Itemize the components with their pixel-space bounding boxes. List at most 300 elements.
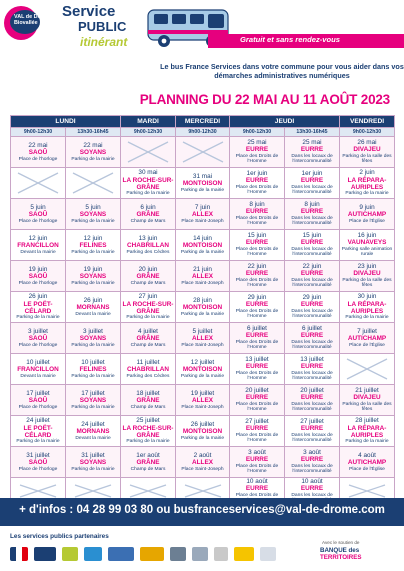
visit-cell [230, 168, 285, 199]
visit-cell [121, 292, 176, 323]
visit-cell [176, 323, 230, 354]
brand-line2: PUBLIC [78, 19, 127, 34]
visit-town: LA ROCHE-SUR-GRÂNE [122, 176, 174, 191]
visit-date: 5 juin [30, 203, 46, 211]
visit-place: Parking de la mairie [71, 373, 115, 379]
visit-cell [11, 230, 66, 261]
visit-town: EURRE [245, 239, 269, 247]
visit-cell [121, 323, 176, 354]
visit-date: 25 juillet [136, 417, 160, 425]
visit-date: 22 juin [302, 263, 322, 270]
visit-town: LA RÉPARA-AURIPLES [347, 300, 387, 315]
visit-town: EURRE [245, 270, 269, 278]
slot-header: 9h00-12h30 [121, 128, 176, 137]
visit-date: 3 juillet [28, 327, 48, 335]
visit-town: EURRE [300, 363, 324, 371]
visit-date: 8 juin [249, 201, 265, 208]
visit-cell [66, 323, 121, 354]
visit-cell [176, 292, 230, 323]
visit-place: Place des Droits de l'Homme [235, 246, 279, 258]
visit-place: Parking des Cèdres [126, 373, 170, 379]
pole-emploi-logo [34, 547, 56, 561]
visit-town: AUTICHAMP [347, 335, 387, 343]
visit-town: SAOÛ [28, 273, 48, 281]
visit-cell [285, 447, 340, 478]
visit-place: Place de l'horloge [18, 156, 58, 162]
assurance-retraite-logo [140, 547, 164, 561]
visit-place: Champ de Mars [130, 280, 166, 286]
visit-place: Champ de Mars [130, 466, 166, 472]
visit-town: EURRE [300, 239, 324, 247]
visit-date: 22 juin [247, 263, 267, 270]
visit-cell [121, 168, 176, 199]
visit-town: EURRE [245, 332, 269, 340]
visit-place: Place des Droits de l'Homme [235, 463, 279, 475]
visit-date: 21 juin [193, 265, 212, 273]
visit-date: 15 juin [247, 232, 267, 239]
visit-date: 25 mai [247, 139, 267, 146]
visit-cell [230, 323, 285, 354]
no-visit-cell [176, 137, 230, 168]
planning-row [11, 447, 395, 478]
visit-place: Champ de Mars [130, 218, 166, 224]
visit-cell [11, 137, 66, 168]
visit-town: VAUNAVEYS [347, 239, 387, 247]
visit-date: 27 juillet [300, 418, 324, 425]
visit-cell [176, 354, 230, 385]
visit-date: 26 juin [83, 296, 103, 304]
visit-place: Dans les locaux de l'intercommunalité [291, 401, 333, 413]
caf-logo [84, 547, 102, 561]
prefecture-logo [260, 547, 276, 561]
visit-town: CHABRILLAN [127, 366, 169, 374]
visit-date: 31 juillet [26, 451, 50, 459]
visit-town: DIVAJEU [353, 394, 381, 402]
cross-icon [345, 357, 389, 381]
visit-date: 6 juillet [247, 325, 267, 332]
visit-cell [285, 168, 340, 199]
sponsor-line2: TERRITOIRES [320, 554, 362, 561]
visit-town: SOYANS [79, 459, 107, 467]
visit-cell [285, 385, 340, 416]
visit-cell [285, 230, 340, 261]
visit-cell [230, 261, 285, 292]
visit-place: Parking de la salle des fêtes [342, 277, 392, 289]
visit-town: EURRE [245, 363, 269, 371]
visit-cell [66, 292, 121, 323]
visit-place: Parking de la mairie [126, 191, 170, 197]
visit-cell [121, 354, 176, 385]
visit-town: ALLEX [192, 211, 213, 219]
visit-town: SAOÛ [28, 335, 48, 343]
visit-place: Dans les locaux de l'intercommunalité [291, 184, 333, 196]
visit-date: 2 juin [359, 169, 375, 177]
planning-row [11, 354, 395, 385]
visit-town: FELINES [79, 242, 107, 250]
visit-cell [66, 199, 121, 230]
visit-place: Devant la mairie [75, 435, 111, 441]
visit-town: FRANCILLON [17, 242, 59, 250]
visit-town: AUTICHAMP [347, 211, 387, 219]
visit-place: Dans les locaux de l'intercommunalité [291, 277, 333, 289]
visit-date: 2 août [193, 451, 212, 459]
visit-town: MONTOISON [182, 304, 223, 312]
visit-date: 26 mai [357, 139, 377, 146]
visit-cell [176, 385, 230, 416]
visit-date: 30 mai [138, 169, 158, 177]
visit-place: Dans les locaux de [291, 492, 333, 498]
visit-date: 20 juillet [300, 387, 324, 394]
visit-town: MONTOISON [182, 180, 223, 188]
visit-place: Place des Droits de l'Homme [235, 339, 279, 351]
visit-date: 5 juin [85, 203, 101, 211]
visit-cell [176, 230, 230, 261]
visit-town: LA ROCHE-SUR-GRÂNE [122, 424, 174, 439]
visit-cell [121, 230, 176, 261]
no-visit-cell [66, 168, 121, 199]
visit-date: 23 juin [357, 263, 377, 270]
visit-date: 7 juin [194, 203, 211, 211]
visit-place: Place Saint-Joseph [181, 218, 224, 224]
visit-date: 30 juin [357, 293, 377, 301]
visit-town: EURRE [300, 177, 324, 185]
cross-icon [16, 171, 60, 195]
visit-town: MONTOISON [182, 428, 223, 436]
visit-date: 28 juin [193, 296, 212, 304]
visit-cell [121, 416, 176, 447]
visit-date: 26 juin [28, 293, 48, 301]
visit-date: 20 juin [138, 265, 158, 273]
visit-cell [66, 416, 121, 447]
visit-date: 21 juillet [355, 387, 379, 394]
visit-cell [66, 447, 121, 478]
visit-date: 1er août [136, 451, 160, 459]
visit-date: 17 juillet [26, 389, 50, 397]
visit-place: Dans les locaux de l'intercommunalité [291, 432, 333, 444]
planning-row [11, 137, 395, 168]
visit-town: SAOÛ [28, 149, 48, 157]
visit-place: Dans les locaux de l'intercommunalité [291, 308, 333, 320]
visit-date: 26 juillet [190, 420, 215, 428]
visit-town: EURRE [300, 425, 324, 433]
visit-town: EURRE [300, 394, 324, 402]
visit-town: ALLEX [192, 273, 213, 281]
visit-cell [230, 447, 285, 478]
visit-town: SOYANS [79, 335, 107, 343]
visit-place: Parking de la mairie [180, 187, 225, 193]
visit-place: Place des Droits de l'Homme [235, 370, 279, 382]
visit-town: DIVAJEU [353, 146, 381, 154]
visit-cell [11, 416, 66, 447]
visit-place: Parking de la mairie [16, 439, 60, 445]
visit-date: 22 mai [83, 141, 103, 149]
visit-date: 24 juillet [26, 417, 50, 425]
visit-date: 17 juillet [81, 389, 105, 397]
visit-cell [11, 323, 66, 354]
visit-cell [11, 261, 66, 292]
visit-date: 10 août [246, 478, 268, 485]
visit-cell [230, 385, 285, 416]
partner-logos [10, 543, 310, 565]
visit-place: Parking de la mairie [180, 311, 225, 317]
visit-place: Parking de la salle des fêtes [342, 153, 392, 165]
visit-place: Place de l'Église [349, 466, 385, 472]
visit-place: Champ de Mars [130, 404, 166, 410]
visit-town: ALLEX [192, 335, 213, 343]
cross-icon [71, 171, 115, 195]
visit-date: 8 juin [304, 201, 320, 208]
visit-place: Place des Droits de l'Homme [235, 432, 279, 444]
visit-town: GRÂNE [136, 273, 160, 281]
visit-place: Dans les locaux de l'intercommunalité [291, 215, 333, 227]
visit-cell [11, 199, 66, 230]
visit-date: 14 juin [193, 234, 212, 242]
visit-town: EURRE [245, 146, 269, 154]
visit-cell [66, 137, 121, 168]
visit-town: EURRE [245, 208, 269, 216]
visit-place: Dans les locaux de l'intercommunalité [291, 463, 333, 475]
visit-date: 3 août [248, 449, 266, 456]
visit-cell [121, 447, 176, 478]
visit-date: 15 juin [302, 232, 322, 239]
impots-logo [170, 547, 186, 561]
visit-cell [285, 199, 340, 230]
visit-town: EURRE [245, 485, 269, 493]
visit-town: EURRE [300, 332, 324, 340]
visit-date: 24 juillet [81, 420, 105, 428]
visit-date: 10 juillet [81, 358, 105, 366]
visit-date: 31 mai [192, 172, 213, 180]
logo-text: VAL de Drôme en Biovallée [14, 14, 59, 26]
visit-date: 13 juin [138, 234, 158, 242]
visit-cell [176, 199, 230, 230]
day-header: VENDREDI [340, 116, 395, 128]
france-services-logo [214, 547, 228, 561]
cross-icon [73, 483, 113, 499]
visit-town: EURRE [300, 485, 324, 493]
planning-row [11, 168, 395, 199]
visit-cell [340, 199, 395, 230]
visit-town: SAOÛ [28, 459, 48, 467]
visit-cell [176, 416, 230, 447]
msa-logo [62, 547, 78, 561]
visit-place: Place Saint-Joseph [181, 342, 224, 348]
header [0, 0, 404, 92]
visit-date: 12 juin [28, 234, 48, 242]
free-banner-text: Gratuit et sans rendez-vous [240, 35, 341, 44]
visit-town: SOYANS [79, 397, 107, 405]
visit-place: Parking de la mairie [71, 249, 115, 255]
visit-place: Parking de la mairie [180, 373, 225, 379]
planning-row [11, 199, 395, 230]
visit-date: 18 juillet [136, 389, 160, 397]
visit-date: 11 juillet [136, 358, 160, 366]
visit-town: EURRE [300, 270, 324, 278]
visit-place: Parking de la mairie [71, 218, 115, 224]
visit-cell [340, 416, 395, 447]
visit-place: Devant la mairie [20, 249, 56, 255]
visit-cell [285, 137, 340, 168]
intro-text: Le bus France Services dans votre commune pour vous aider dans vos démarches administratives numériques [160, 62, 404, 80]
partners-title: Les services publics partenaires [10, 533, 109, 540]
val-de-drome-logo [4, 6, 59, 40]
day-header: JEUDI [230, 116, 340, 128]
visit-town: EURRE [245, 301, 269, 309]
visit-cell [285, 261, 340, 292]
visit-town: GRÂNE [136, 335, 160, 343]
planning-table [10, 115, 394, 505]
cross-icon [181, 140, 225, 164]
no-visit-cell [121, 137, 176, 168]
visit-place: Champ de Mars [130, 342, 166, 348]
visit-date: 12 juin [83, 234, 103, 242]
republique-francaise-logo [10, 547, 28, 561]
visit-town: MORNANS [76, 428, 110, 436]
visit-place: Place des Droits de l'Homme [235, 277, 279, 289]
visit-cell [230, 230, 285, 261]
visit-town: SAOÛ [28, 211, 48, 219]
slot-header: 9h00-12h30 [11, 128, 66, 137]
visit-cell [285, 416, 340, 447]
cross-icon [126, 140, 170, 164]
visit-town: CHABRILLAN [127, 242, 169, 250]
brand-tag: itinérant [80, 35, 128, 49]
visit-place: Parking de la mairie [16, 315, 60, 321]
visit-cell [66, 230, 121, 261]
visit-place: Place de l'horloge [18, 342, 58, 348]
visit-place: Devant la mairie [20, 373, 56, 379]
visit-date: 16 juin [357, 232, 377, 239]
visit-town: FELINES [79, 366, 107, 374]
visit-cell [285, 354, 340, 385]
visit-town: SAOÛ [28, 397, 48, 405]
visit-cell [176, 447, 230, 478]
visit-cell [340, 385, 395, 416]
sponsor-line1: BANQUE des [320, 547, 360, 554]
visit-town: MORNANS [76, 304, 110, 312]
visit-place: Parking de la mairie [71, 156, 115, 162]
la-poste-logo [234, 547, 254, 561]
visit-cell [176, 261, 230, 292]
visit-date: 25 mai [302, 139, 322, 146]
visit-cell [340, 137, 395, 168]
visit-date: 1er juin [301, 170, 323, 177]
visit-cell [66, 261, 121, 292]
day-header: LUNDI [11, 116, 121, 128]
cross-icon [128, 483, 168, 499]
planning-body [11, 137, 395, 505]
visit-place: Place de l'horloge [18, 404, 58, 410]
visit-place: Place Saint-Joseph [181, 280, 224, 286]
planning-row [11, 292, 395, 323]
visit-place: Parking de la mairie [345, 439, 389, 445]
visit-place: Place de l'Église [349, 218, 385, 224]
visit-date: 27 juillet [245, 418, 269, 425]
visit-town: ALLEX [192, 397, 213, 405]
visit-cell [176, 168, 230, 199]
assurance-maladie-logo [108, 547, 134, 561]
no-visit-cell [340, 354, 395, 385]
contact-info: + d'infos : 04 28 99 03 80 ou busfranceservices@val-de-drome.com [19, 504, 385, 516]
visit-cell [230, 416, 285, 447]
slot-header-row [11, 128, 395, 137]
visit-cell [340, 168, 395, 199]
visit-town: EURRE [300, 301, 324, 309]
visit-place: Parking de la mairie [345, 191, 389, 197]
visit-town: DIVAJEU [353, 270, 381, 278]
cross-icon [183, 483, 223, 499]
planning-title: PLANNING DU 22 MAI AU 11 AOÛT 2023 [139, 92, 390, 107]
visit-date: 19 juillet [190, 389, 215, 397]
visit-cell [285, 292, 340, 323]
visit-cell [11, 385, 66, 416]
visit-town: EURRE [245, 394, 269, 402]
visit-town: EURRE [245, 456, 269, 464]
cross-icon [18, 483, 58, 499]
planning-row [11, 385, 395, 416]
slot-header: 13h30-16h45 [285, 128, 340, 137]
day-header-row [11, 116, 395, 128]
visit-date: 13 juillet [300, 356, 324, 363]
visit-place: Devant la mairie [75, 311, 111, 317]
banque-des-territoires-logo [320, 547, 362, 561]
visit-place: Place des Droits de l'Homme [235, 401, 279, 413]
visit-date: 20 juillet [245, 387, 269, 394]
brand-line1: Service [62, 3, 116, 20]
visit-cell [340, 323, 395, 354]
visit-place: Dans les locaux de l'intercommunalité [291, 339, 333, 351]
visit-town: FRANCILLON [17, 366, 59, 374]
visit-cell [340, 447, 395, 478]
visit-cell [121, 199, 176, 230]
visit-town: EURRE [300, 208, 324, 216]
visit-date: 29 juin [302, 294, 322, 301]
visit-date: 12 juillet [190, 358, 215, 366]
planning-row [11, 416, 395, 447]
visit-town: SOYANS [79, 211, 107, 219]
visit-town: GRÂNE [136, 211, 160, 219]
visit-town: LA ROCHE-SUR-GRÂNE [122, 300, 174, 315]
visit-cell [230, 354, 285, 385]
visit-date: 19 juin [83, 265, 103, 273]
visit-date: 31 juillet [81, 451, 105, 459]
visit-date: 3 août [303, 449, 321, 456]
visit-cell [11, 354, 66, 385]
visit-cell [285, 323, 340, 354]
visit-town: LE POËT-CÉLARD [23, 424, 53, 439]
visit-place: Dans les locaux de l'intercommunalité [291, 246, 333, 258]
visit-town: ALLEX [192, 459, 213, 467]
slot-header: 9h00-12h30 [340, 128, 395, 137]
visit-town: SOYANS [79, 273, 107, 281]
cross-icon [347, 483, 387, 499]
visit-cell [230, 199, 285, 230]
planning-row [11, 230, 395, 261]
visit-town: EURRE [300, 456, 324, 464]
visit-date: 19 juin [28, 265, 48, 273]
visit-place: Place des Droits de l'Homme [235, 215, 279, 227]
visit-date: 10 août [301, 478, 323, 485]
visit-town: EURRE [245, 425, 269, 433]
visit-place: Place de l'Église [349, 342, 385, 348]
visit-date: 5 juillet [192, 327, 213, 335]
visit-town: LE POËT-CÉLARD [23, 300, 53, 315]
visit-cell [340, 261, 395, 292]
visit-cell [66, 385, 121, 416]
visit-place: Place Saint-Joseph [181, 466, 224, 472]
visit-place: Parking de la mairie [126, 439, 170, 445]
visit-place: Place de l'horloge [18, 280, 58, 286]
